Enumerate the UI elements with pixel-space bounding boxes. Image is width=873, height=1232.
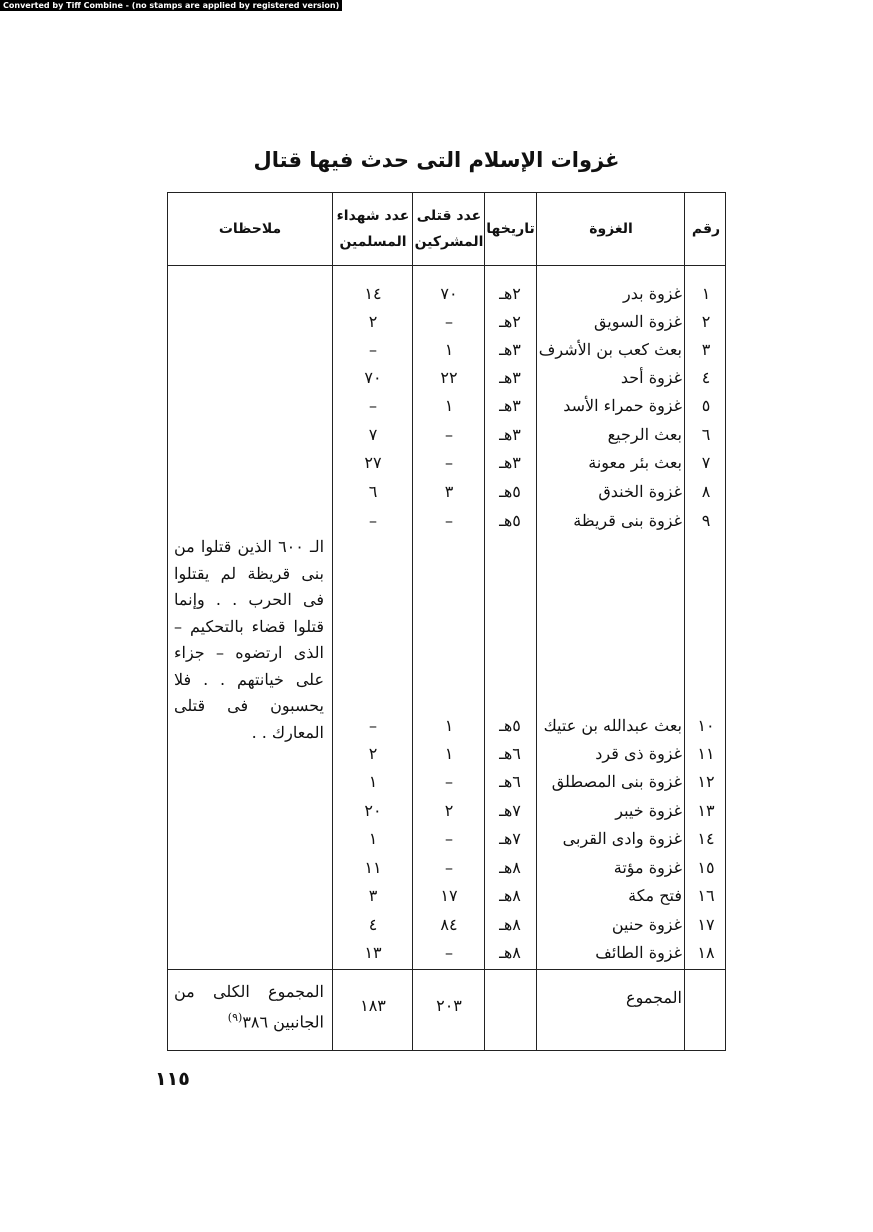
qurayza-note: الـ ٦٠٠ الذين قتلوا من بنى قريظة لم يقتلوا فى الحرب . . وإنما قتلوا قضاء بالتحكيم – الذى ارتضوه – جزاء على خيانتهم . . فلا يحسبون فى قتلى المعارك . .	[174, 537, 325, 742]
battle-date: ٣هـ	[499, 453, 521, 472]
pagan-killed: ١	[444, 744, 454, 763]
row-number: ١٧	[697, 915, 715, 934]
battle-name: غزوة بدر	[623, 284, 682, 303]
row-number: ٦	[701, 425, 711, 444]
row-number: ١٨	[697, 943, 715, 962]
battle-date: ٧هـ	[499, 829, 521, 848]
muslim-martyrs: –	[369, 716, 377, 735]
row-number: ١٢	[697, 772, 715, 791]
row-number: ١٤	[697, 829, 715, 848]
total-note	[174, 979, 324, 1035]
header-date: تاريخها	[486, 221, 535, 237]
battle-date: ٧هـ	[499, 801, 521, 820]
row-number: ٥	[701, 396, 711, 415]
row-number: ١١	[697, 744, 715, 763]
total-divider	[168, 969, 725, 970]
col-divider	[684, 193, 685, 1050]
battle-date: ٦هـ	[499, 772, 521, 791]
pagan-killed: ٢	[444, 801, 454, 820]
battle-name: غزوة بنى المصطلق	[551, 772, 682, 791]
col-divider	[412, 193, 413, 1050]
muslim-martyrs: –	[369, 396, 377, 415]
pagan-killed: –	[445, 943, 453, 962]
header-num: رقم	[691, 221, 721, 237]
battle-date: ٨هـ	[499, 943, 521, 962]
pagan-killed: ١٧	[440, 886, 458, 905]
battle-name: بعث بئر معونة	[588, 453, 682, 472]
row-number: ١٠	[697, 716, 715, 735]
muslim-martyrs: ٦	[368, 482, 378, 501]
row-number: ٤	[701, 368, 711, 387]
battle-name: بعث عبدالله بن عتيك	[543, 716, 682, 735]
battle-name: غزوة وادى القربى	[562, 829, 682, 848]
header-pagan-killed: عدد قتلى المشركين	[414, 208, 484, 250]
muslim-martyrs: ٢٧	[364, 453, 382, 472]
battles-table	[167, 192, 726, 1051]
row-number: ١٥	[697, 858, 715, 877]
battle-name: غزوة ذى قرد	[595, 744, 682, 763]
muslim-martyrs: –	[369, 340, 377, 359]
header-notes: ملاحظات	[218, 221, 282, 237]
battle-date: ٨هـ	[499, 858, 521, 877]
row-number: ٢	[701, 312, 711, 331]
battle-name: غزوة مؤتة	[613, 858, 682, 877]
header-name: الغزوة	[589, 221, 633, 237]
pagan-killed: –	[445, 772, 453, 791]
muslim-martyrs: ١	[368, 829, 378, 848]
pagan-killed: –	[445, 829, 453, 848]
muslim-martyrs: ٧	[368, 425, 378, 444]
muslim-martyrs: –	[369, 511, 377, 530]
battle-date: ٨هـ	[499, 886, 521, 905]
battle-date: ٣هـ	[499, 396, 521, 415]
row-number: ٣	[701, 340, 711, 359]
battle-name: غزوة حنين	[611, 915, 682, 934]
row-number: ١٦	[697, 886, 715, 905]
battle-date: ٥هـ	[499, 482, 521, 501]
muslim-martyrs: ٢	[368, 312, 378, 331]
muslim-martyrs: ٧٠	[364, 368, 382, 387]
row-number: ٩	[701, 511, 711, 530]
pagan-killed: –	[445, 858, 453, 877]
pagan-killed: ١	[444, 396, 454, 415]
battle-name: فتح مكة	[628, 886, 682, 905]
header-muslim-martyrs: عدد شهداء المسلمين	[336, 208, 410, 250]
pagan-killed: ٣	[444, 482, 454, 501]
page-title: غزوات الإسلام التى حدث فيها قتال	[253, 148, 620, 172]
total-label: المجموع	[626, 988, 682, 1007]
battle-date: ٣هـ	[499, 425, 521, 444]
battle-date: ٥هـ	[499, 511, 521, 530]
total-muslim-martyrs: ١٨٣	[360, 996, 386, 1015]
battle-date: ٣هـ	[499, 368, 521, 387]
muslim-martyrs: ٣	[368, 886, 378, 905]
battle-date: ٢هـ	[499, 312, 521, 331]
battle-date: ٦هـ	[499, 744, 521, 763]
muslim-martyrs: ٢	[368, 744, 378, 763]
footnote-ref: (٩)	[227, 1011, 243, 1024]
row-number: ٨	[701, 482, 711, 501]
pagan-killed: ١	[444, 716, 454, 735]
battle-date: ٥هـ	[499, 716, 521, 735]
pagan-killed: ٧٠	[440, 284, 458, 303]
pagan-killed: ٢٢	[440, 368, 458, 387]
battle-name: بعث الرجيع	[607, 425, 682, 444]
battle-name: غزوة السويق	[593, 312, 682, 331]
battle-name: غزوة الخندق	[598, 482, 682, 501]
total-note-text: المجموع الكلى من الجانبين ٣٨٦	[174, 982, 324, 1032]
battle-date: ٨هـ	[499, 915, 521, 934]
row-number: ١٣	[697, 801, 715, 820]
pagan-killed: –	[445, 511, 453, 530]
pagan-killed: ٨٤	[440, 915, 458, 934]
header-divider	[168, 265, 725, 266]
pagan-killed: –	[445, 453, 453, 472]
pagan-killed: –	[445, 312, 453, 331]
converter-banner: Converted by Tiff Combine - (no stamps are applied by registered version)	[0, 0, 342, 11]
battle-name: غزوة حمراء الأسد	[563, 396, 682, 415]
battle-name: غزوة الطائف	[595, 943, 682, 962]
muslim-martyrs: ١٣	[364, 943, 382, 962]
pagan-killed: ١	[444, 340, 454, 359]
battle-name: غزوة بنى قريظة	[573, 511, 682, 530]
muslim-martyrs: ١١	[364, 858, 382, 877]
row-number: ١	[701, 284, 711, 303]
pagan-killed: –	[445, 425, 453, 444]
muslim-martyrs: ١٤	[364, 284, 382, 303]
battle-date: ٢هـ	[499, 284, 521, 303]
battle-date: ٣هـ	[499, 340, 521, 359]
col-divider	[332, 193, 333, 1050]
battle-name: غزوة خيبر	[615, 801, 682, 820]
row-number: ٧	[701, 453, 711, 472]
muslim-martyrs: ١	[368, 772, 378, 791]
total-pagan-killed: ٢٠٣	[436, 996, 462, 1015]
battle-name: غزوة أحد	[620, 368, 682, 387]
page-number: ١١٥	[155, 1068, 190, 1090]
battle-name: بعث كعب بن الأشرف	[538, 340, 682, 359]
col-divider	[536, 193, 537, 1050]
muslim-martyrs: ٤	[368, 915, 378, 934]
muslim-martyrs: ٢٠	[364, 801, 382, 820]
